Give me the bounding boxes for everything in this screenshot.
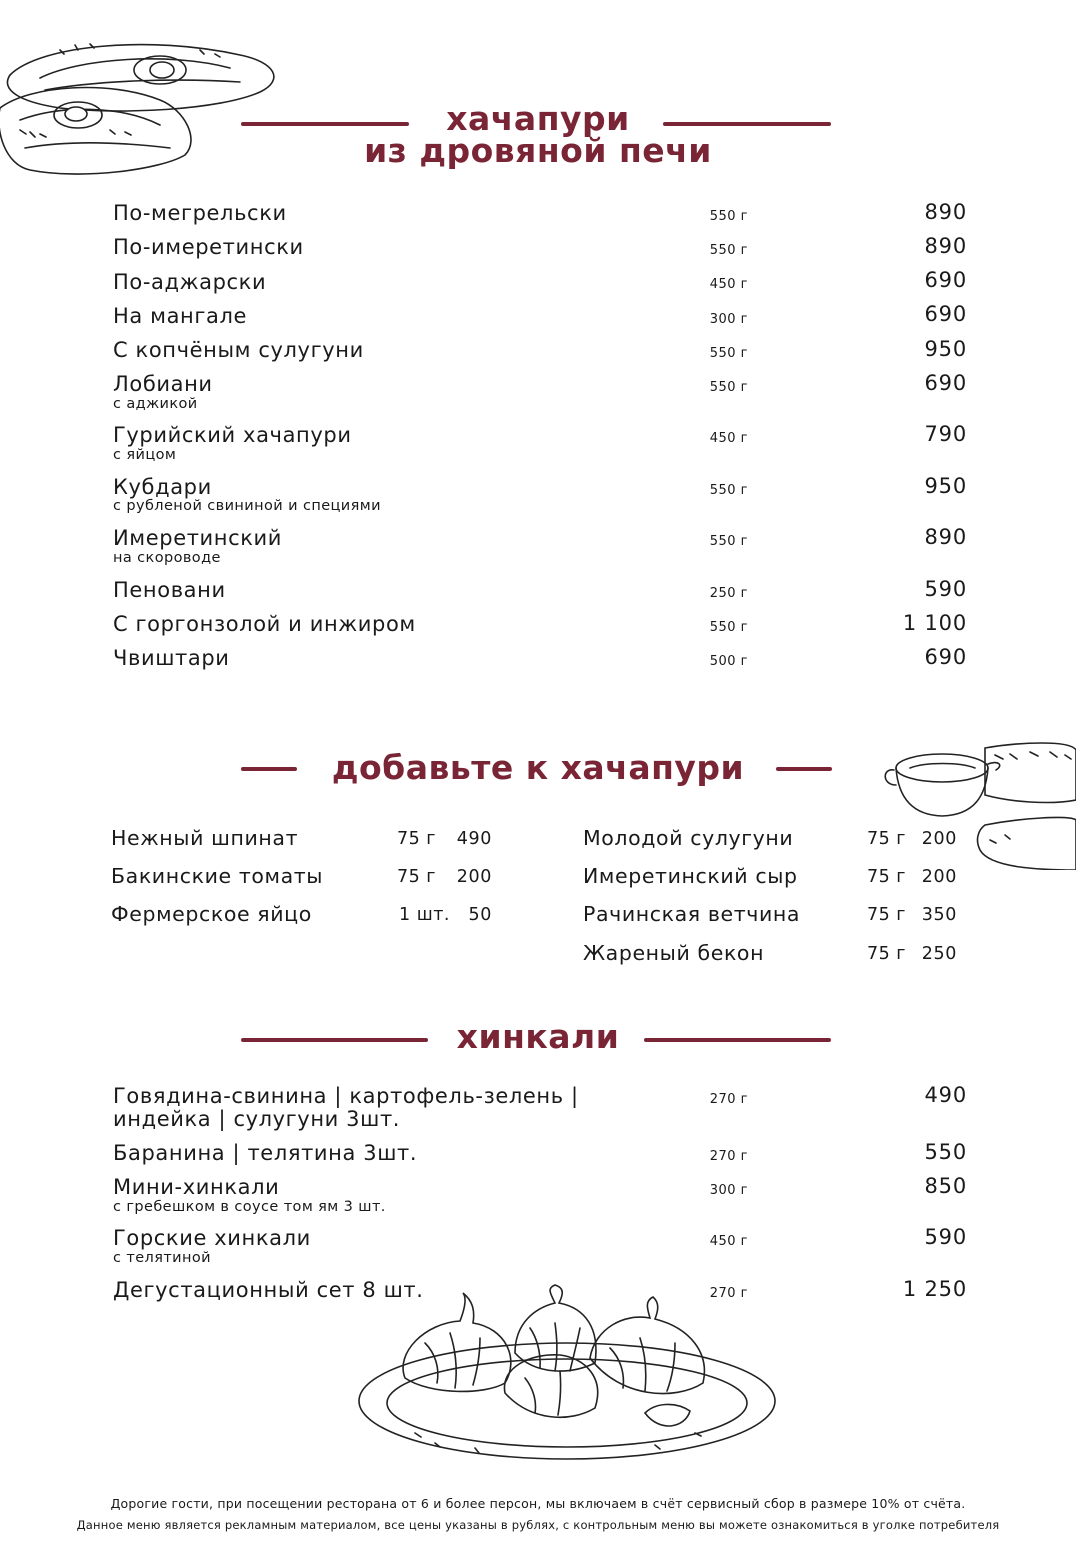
menu-item-name: Мини-хинкали [113,1175,280,1199]
addon-name: Имеретинский сыр [583,864,798,888]
menu-item-name: Кубдари [113,475,212,499]
menu-item-name: Лобиани [113,372,213,396]
addon-price: 490 [456,829,492,849]
menu-item-description: с гребешком в соусе том ям 3 шт. [113,1199,386,1215]
menu-item-name: С горгонзолой и инжиром [113,612,416,636]
addon-price: 200 [456,867,492,887]
menu-item-weight: 450 г [709,1234,748,1249]
menu-item-description: с аджикой [113,396,198,412]
menu-item-name: По-мегрельски [113,201,287,225]
menu-item-price: 790 [924,422,967,446]
addon-name: Рачинская ветчина [583,902,801,926]
menu-item-price: 950 [924,474,967,498]
menu-item-name: С копчёным сулугуни [113,338,364,362]
menu-item-price: 890 [924,525,967,549]
addon-name: Жареный бекон [583,941,765,965]
menu-item-weight: 550 г [709,483,748,498]
menu-item-price: 1 250 [902,1277,967,1301]
menu-item-price: 590 [924,1225,967,1249]
menu-item-weight: 550 г [709,620,748,635]
menu-item-name: На мангале [113,304,248,328]
addon-weight: 75 г [866,944,906,964]
footer-note-disclaimer: Данное меню является рекламным материалом, все цены указаны в рублях, с контрольным меню вы можете ознакомиться в уголке потребителя [76,1518,1000,1532]
menu-item-weight: 300 г [709,1183,748,1198]
menu-item-price: 1 100 [902,611,967,635]
menu-item-weight: 450 г [709,277,748,292]
addon-name: Фермерское яйцо [111,902,312,926]
menu-item-weight: 270 г [709,1286,748,1301]
menu-item-weight: 270 г [709,1149,748,1164]
addon-weight: 75 г [866,905,906,925]
menu-item-weight: 300 г [709,312,748,327]
menu-item-weight: 550 г [709,209,748,224]
menu-item-price: 690 [924,302,967,326]
menu-item-price: 850 [924,1174,967,1198]
menu-item-price: 590 [924,577,967,601]
menu-item-name: По-аджарски [113,270,267,294]
addon-weight: 75 г [866,867,906,887]
khachapuri-title-line1: хачапури [446,99,630,138]
addon-weight: 75 г [866,829,906,849]
addon-price: 200 [921,829,957,849]
menu-item-price: 490 [924,1083,967,1107]
menu-item-name: Имеретинский [113,526,283,550]
addon-price: 250 [921,944,957,964]
khachapuri-title-line2: из дровяной печи [364,131,712,170]
addon-weight: 75 г [396,867,436,887]
menu-item-name: Дегустационный сет 8 шт. [113,1278,424,1302]
addon-weight: 1 шт. [399,905,450,925]
addon-price: 200 [921,867,957,887]
menu-item-name: Гурийский хачапури [113,423,352,447]
menu-item-price: 890 [924,234,967,258]
menu-item-weight: 550 г [709,380,748,395]
menu-item-description: на скороводе [113,550,221,566]
menu-item-price: 690 [924,268,967,292]
menu-item-name-continued: индейка | сулугуни 3шт. [113,1107,401,1131]
menu-item-name: Пеновани [113,578,226,602]
menu-item-weight: 550 г [709,346,748,361]
addon-price: 50 [468,905,492,925]
menu-item-weight: 550 г [709,243,748,258]
menu-item-weight: 270 г [709,1092,748,1107]
menu-item-price: 690 [924,371,967,395]
menu-item-weight: 500 г [709,654,748,669]
menu-item-name: По-имеретински [113,235,304,259]
menu-item-price: 550 [924,1140,967,1164]
menu-item-name: Горские хинкали [113,1226,311,1250]
menu-item-price: 950 [924,337,967,361]
addons-title: добавьте к хачапури [331,748,745,787]
menu-item-weight: 450 г [709,431,748,446]
addon-name: Нежный шпинат [111,826,299,850]
khinkali-title: хинкали [456,1017,620,1056]
khinkali-plate-illustration-icon [355,1283,780,1468]
menu-item-description: с телятиной [113,1250,211,1266]
menu-item-name: Говядина-свинина | картофель-зелень | [113,1084,579,1108]
menu-item-name: Баранина | телятина 3шт. [113,1141,418,1165]
addon-name: Молодой сулугуни [583,826,794,850]
menu-item-description: с яйцом [113,447,177,463]
addon-price: 350 [921,905,957,925]
addon-weight: 75 г [396,829,436,849]
menu-item-weight: 550 г [709,534,748,549]
menu-item-name: Чвиштари [113,646,230,670]
menu-item-price: 890 [924,200,967,224]
menu-item-price: 690 [924,645,967,669]
addon-name: Бакинские томаты [111,864,324,888]
menu-item-description: с рубленой свининой и специями [113,498,381,514]
menu-item-weight: 250 г [709,586,748,601]
footer-note-service-charge: Дорогие гости, при посещении ресторана от 6 и более персон, мы включаем в счёт сервисный сбор в размере 10% от счёта. [110,1496,966,1511]
